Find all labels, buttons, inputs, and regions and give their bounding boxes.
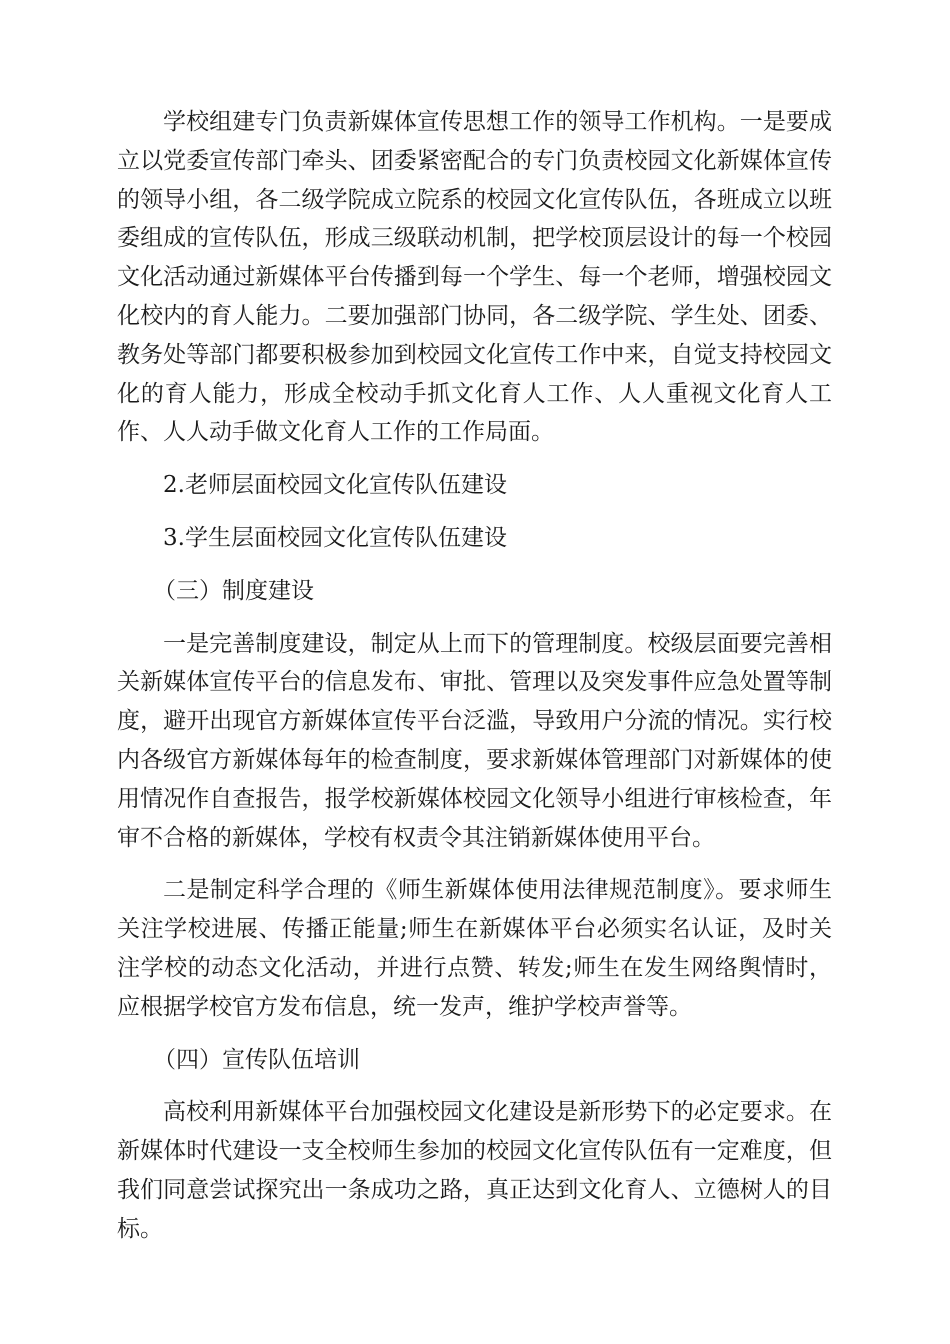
document-body <box>117 103 832 1263</box>
paragraph-leadership-organization: 学校组建专门负责新媒体宣传思想工作的领导工作机构。一是要成立以党委宣传部门牵头、团委紧密配合的专门负责校园文化新媒体宣传的领导小组，各二级学院成立院系的校园文化宣传队伍，各班成立以班委组成的宣传队伍，形成三级联动机制，把学校顶层设计的每一个校园文化活动通过新媒体平台传播到每一个学生、每一个老师，增强校园文化校内的育人能力。二要加强部门协同，各二级学院、学生处、团委、教务处等部门都要积极参加到校园文化宣传工作中来，自觉支持校园文化的育人能力，形成全校动手抓文化育人工作、人人重视文化育人工作、人人动手做文化育人工作的工作局面。 <box>117 109 832 446</box>
heading-student-team: 3.学生层面校园文化宣传队伍建设 <box>163 524 507 551</box>
section-heading-system-building: （三）制度建设 <box>153 577 314 604</box>
paragraph-conclusion: 高校利用新媒体平台加强校园文化建设是新形势下的必定要求。在新媒体时代建设一支全校师生参加的校园文化宣传队伍有一定难度，但我们同意尝试探究出一条成功之路，真正达到文化育人、立德树人的目标。 <box>117 1099 832 1242</box>
paragraph-usage-regulations: 二是制定科学合理的《师生新媒体使用法律规范制度》。要求师生关注学校进展、传播正能量;师生在新媒体平台必须实名认证，及时关注学校的动态文化活动，并进行点赞、转发;师生在发生网络舆情时，应根据学校官方发布信息，统一发声，维护学校声誉等。 <box>117 877 832 1020</box>
paragraph-management-system: 一是完善制度建设，制定从上而下的管理制度。校级层面要完善相关新媒体宣传平台的信息发布、审批、管理以及突发事件应急处置等制度，避开出现官方新媒体宣传平台泛滥，导致用户分流的情况。实行校内各级官方新媒体每年的检查制度，要求新媒体管理部门对新媒体的使用情况作自查报告，报学校新媒体校园文化领导小组进行审核检查，年审不合格的新媒体，学校有权责令其注销新媒体使用平台。 <box>117 630 832 851</box>
heading-teacher-team: 2.老师层面校园文化宣传队伍建设 <box>163 472 507 499</box>
section-heading-team-training: （四）宣传队伍培训 <box>153 1046 360 1073</box>
